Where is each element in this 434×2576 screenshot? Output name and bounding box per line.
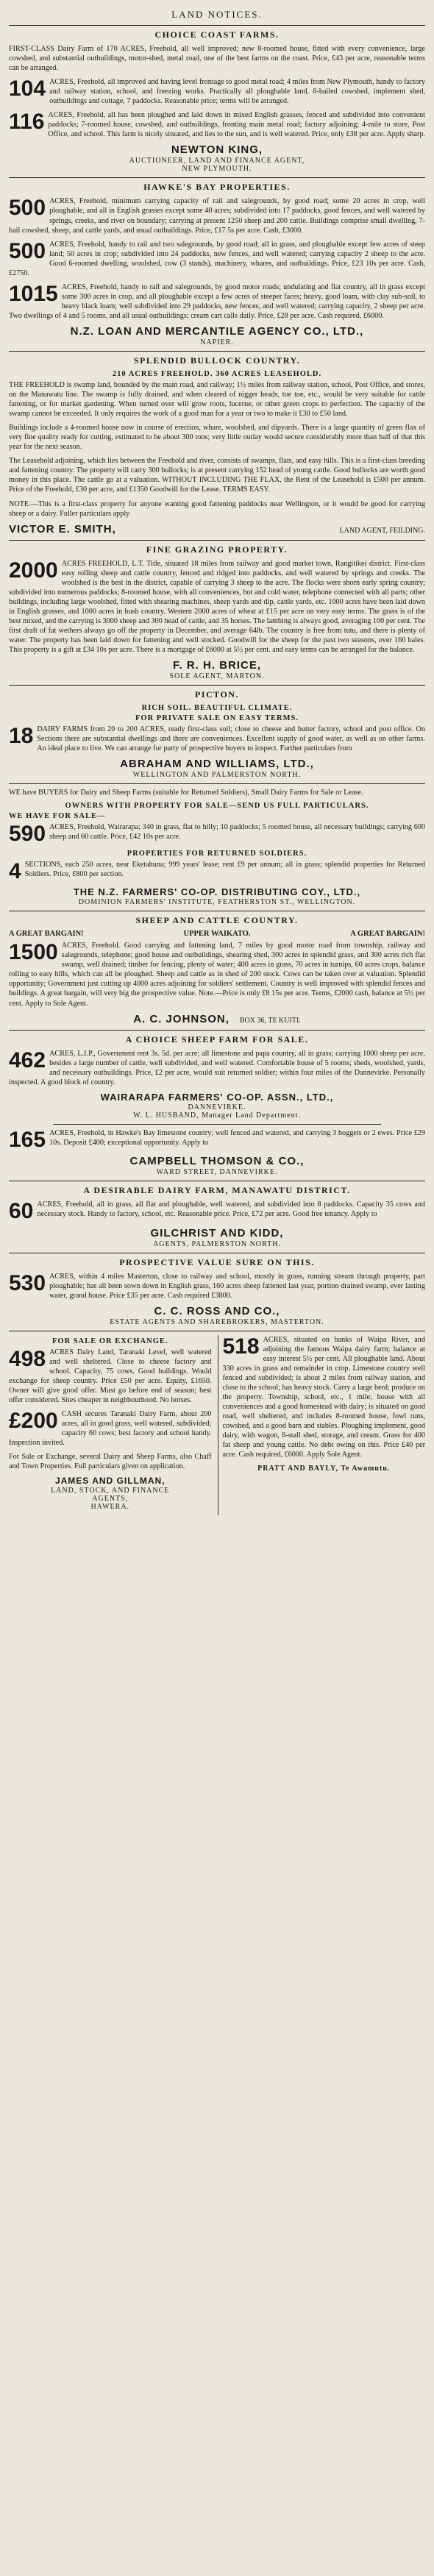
- newspaper-page: [9, 7, 425, 2560]
- listing: 18 DAIRY FARMS from 20 to 200 ACRES, ready first-class soil; close to cheese and butter factory, school and post office. On Sections there are substantial dwellings and there are conveniences. Excellent supply of good water, as well as on other farms. An ideal place to live. We can arrange for party of prospective buyers to inspect. Further particulars from: [9, 724, 425, 753]
- acre-figure: 1015: [9, 281, 58, 306]
- listing: 4 SECTIONS, each 250 acres, near Eketahuna; 999 years' lease; rent £9 per annum; all in grass; splendid properties for Returned Soldiers. Price, £800 per section.: [9, 858, 425, 883]
- section-title: PICTON.: [195, 689, 239, 700]
- acre-figure: 104: [9, 77, 46, 102]
- listing: Buildings include a 4-roomed house now in course of erection, whare, woolshed, and dipyards. There is a large quantity of green flax of very fine quality ready for cutting, estimated to be about 300 tons; very little outlay would secure considerably more than half of that this year for the next season.: [9, 424, 425, 452]
- agent-name: F. R. H. BRICE,: [172, 659, 261, 672]
- listing: £200 CASH secures Taranaki Dairy Farm, about 200 acres, all in good grass, well watered, subdivided; capacity 60 cows; best factory and school handy. Inspection invited.: [9, 1409, 212, 1448]
- agent-line: [9, 523, 425, 536]
- listing: 590 ACRES, Freehold, Wairarapa; 340 in grass, flat to hilly; 10 paddocks; 5 roomed house, all necessary buildings; carrying 600 sheep and 60 cattle. Price, £42 10s per acre.: [9, 822, 425, 847]
- section-title: SPLENDID BULLOCK COUNTRY.: [133, 355, 301, 366]
- section-title: FINE GRAZING PROPERTY.: [146, 544, 288, 555]
- page-header: LAND NOTICES.: [171, 9, 263, 20]
- listing: 1015 ACRES, Freehold, handy to rail and salegrounds, by good motor roads; undulating and flat country, all in grass except some 300 acres in crop, and all ploughable except a few acres of steeper faces; heavy, good loam, with clay sub-soil, to heavy black loam; well subdivided into 29 paddocks, new fences, and well watered; carrying capacity, 2 sheep per acre. Two dwellings of 4 and 5 rooms, and all usual outbuildings; cream cart calls daily. Price, £28 per acre. Cash required, £6000.: [9, 281, 425, 320]
- section-title: FOR SALE OR EXCHANGE.: [51, 1337, 168, 1345]
- listing: 60 ACRES, Freehold, all in grass, all flat and ploughable, well watered, and subdivided into 8 paddocks. Capacity 35 cows and necessary stock. Handy to factory, school, etc. Reasonable price. Price, £72 per acre. Good free tenancy. Apply to: [9, 1199, 425, 1224]
- acre-figure: 518: [222, 1334, 260, 1359]
- acre-figure: 18: [9, 724, 34, 749]
- section-sheep-cattle: [9, 911, 425, 1025]
- acre-figure: 498: [9, 1346, 46, 1371]
- agent-address: WARD STREET, DANNEVIRKE.: [156, 1168, 278, 1177]
- section-title: PROSPECTIVE VALUE SURE ON THIS.: [119, 1256, 315, 1267]
- section-manawatu-dairy: [9, 1181, 425, 1248]
- agent-address: SOLE AGENT, MARTON.: [169, 672, 265, 681]
- agent-address: AUCTIONEER, LAND AND FINANCE AGENT, NEW PLYMOUTH.: [129, 157, 305, 174]
- listing: 462 ACRES, L.I.P., Government rent 3s. 5d. per acre; all limestone and papa country, all in grass; carrying 1000 sheep per acre, besides a large number of cattle, well subdivided, and well watered. Comfortable house of 5 rooms; sheds, woolshed, yards, and necessary outbuildings. Price, £2 per acre, would suit returned soldier; within four miles of the Dannevirke. Personally inspected. A good block of country.: [9, 1047, 425, 1086]
- acre-figure: 462: [9, 1047, 46, 1072]
- agent-name: VICTOR E. SMITH,: [9, 522, 116, 536]
- acre-figure: 500: [9, 238, 46, 263]
- listing: 530 ACRES, within 4 miles Masterton, close to railway and school, mostly in grass, running stream through property, part ploughable; has all been sown down in English grass, 160 acres sheep fattened last year, portion drained swamp, ever lasting water, grand house. Price £35 per acre. Cash required £3800.: [9, 1270, 425, 1300]
- listing: 116 ACRES, Freehold, all has been ploughed and laid down in mixed English grasses, fenced and subdivided into convenient paddocks; 7-roomed house, cowshed, and outbuildings, fronting main metal road; factory adjoining; 4-mile to store, Post Office, and school. This farm is nicely situated, and lies to the sun, and is well watered. Price, only £38 per acre. Apply sharp.: [9, 110, 425, 139]
- listing: WE have BUYERS for Dairy and Sheep Farms (suitable for Returned Soldiers), Small Dairy Farms for Sale or Lease.: [9, 789, 363, 797]
- section-title: A DESIRABLE DAIRY FARM, MANAWATU DISTRICT.: [83, 1185, 351, 1196]
- section-nz-farmers: [9, 783, 425, 906]
- section-subtitle: WE HAVE FOR SALE—: [9, 812, 106, 821]
- acre-figure: 1500: [9, 940, 58, 965]
- section-fine-grazing: [9, 540, 425, 680]
- section-subtitle: RICH SOIL. BEAUTIFUL CLIMATE.: [141, 704, 293, 713]
- listing: THE FREEHOLD is swamp land, bounded by the main road, and railway; 1½ miles from railway station, school, Post Office, and stores, on the Manawatu line. The swamp is fully drained, and when cleared of nigger heads, toe toe, etc., would be very suitable for cattle fattening, or for market gardening. When turned over will grow roots, lucerne, or other green crops to perfection. The capacity of the swamp cannot be exceeded. It only requires the work of a good man for a year or two to make it £30 to £50 land.: [9, 380, 425, 419]
- agent-name: WAIRARAPA FARMERS' CO-OP. ASSN., LTD.,: [100, 1091, 334, 1103]
- agent-address: BOX 36, TE KUITI.: [239, 1016, 301, 1025]
- section-title: SHEEP AND CATTLE COUNTRY.: [135, 915, 299, 926]
- listing: FIRST-CLASS Dairy Farm of 170 ACRES, Freehold, all well improved; new 8-roomed house, fitted with every convenience, large cowshed, and substantial outbuildings, motor-shed, metal road, one of the best farms on the coast. Price, £43 per acre, reasonable terms can be arranged.: [9, 45, 425, 73]
- acre-figure: 116: [9, 110, 45, 135]
- agent-name: C. C. ROSS AND CO.,: [154, 1304, 280, 1317]
- agent-address: LAND, STOCK, AND FINANCE AGENTS, HAWERA.: [51, 1487, 170, 1512]
- bargain-line: A GREAT BARGAIN! UPPER WAIKATO. A GREAT BARGAIN!: [9, 930, 425, 939]
- agent-name: GILCHRIST AND KIDD,: [150, 1226, 284, 1239]
- acre-figure: 530: [9, 1270, 46, 1295]
- acre-figure: 60: [9, 1199, 34, 1224]
- acre-figure: 500: [9, 196, 46, 221]
- agent-name: A. C. JOHNSON,: [133, 1012, 230, 1025]
- section-subtitle: 210 ACRES FREEHOLD. 360 ACRES LEASEHOLD.: [112, 369, 322, 378]
- acre-figure: 590: [9, 822, 46, 847]
- acre-figure: 2000: [9, 558, 58, 583]
- section-bullock-country: [9, 351, 425, 536]
- agent-name: ABRAHAM AND WILLIAMS, LTD.,: [120, 758, 314, 771]
- listing: The Leasehold adjoining, which lies between the Freehold and river, consists of swamps, flats, and easy hills. This is a first-class breeding and fattening country. The property will carry 300 bullocks; is at present carrying 152 head of young cattle. Good bullocks are worth good money in this place. The cattle go at a valuation. WITHOUT INCLUDING THE FLAX, the Rent of the Leasehold is £500 per annum. Price of the Freehold, £30 per acre, and £1350 Goodwill for the Lease. TERMS EASY.: [9, 457, 425, 494]
- section-title: A CHOICE SHEEP FARM FOR SALE.: [125, 1033, 309, 1045]
- agent-name: THE N.Z. FARMERS' CO-OP. DISTRIBUTING COY., LTD.,: [73, 886, 361, 898]
- listing: 1500 ACRES, Freehold. Good carrying and fattening land, 7 miles by good motor road from township, railway and salegrounds, telephone; good house and outbuildings, shearing shed, 300 acres in splendid grass, and 300 acres rich flat swamp, well drained; timber for fencing, plenty of water; 400 acres in grass, 70 acres in turnips, 60 acres crops, balance rolling to easy hills, which can all be ploughed. Sheep and cattle as in shed of 200 stock. Cows can be taken over at valuation. Splendid opportunity; Government just cutting up 4000 acres adjoining for soldiers' settlement. Country is well improved with splendid fences and buildings. A great bargain, will very big the prospective value. Note.—Price is only £8 15s per acre. Terms, £2000 cash, balance at 5½ per cent. Apply to Sole Agent.: [9, 940, 425, 1008]
- listing: 104 ACRES, Freehold, all improved and having level frontage to good metal road; 4 miles from New Plymouth, handy to factory and railway station, school, and freezing works. Practically all ploughable land, 8-bailed cowshed, implement shed, outbuildings and cottage, 7 paddocks. Reasonable price; terms will be arranged.: [9, 77, 425, 106]
- agent-line: [9, 1013, 425, 1025]
- section-title: CHOICE COAST FARMS.: [154, 29, 280, 40]
- agent-address: WELLINGTON AND PALMERSTON NORTH.: [132, 771, 302, 780]
- listing: 2000 ACRES FREEHOLD, L.T. Title, situated 18 miles from railway and good market town, Rangitikei district. First-class easy rolling sheep and cattle country, fenced and ridged into paddocks, and well watered by springs and creeks. The woolshed is the best in the district, capable of carrying 3 sheep to the acre. The flocks were shorn early spring country; subdivided into numerous paddocks; 8-roomed house, with all conveniences, hot and cold water, telephone connected with all parts; other buildings, including large woolshed, fitted with shearing machines, sheep yards and dip, cattle yards, etc. 1000 acres have been laid down in English grasses, and 1000 acres in bush country. Western 2000 acres of wheat at £15 per acre on very easy terms. The grass is of the best mixed, and the carrying is 3000 sheep and 300 head of cattle, and 35 horses. The lambing is always good, averaging 100 per cent. The first draft of fat wethers always go off the property in December, and average 64lb. The country is free from tutu, and there is plenty of water. The property has been laid down for fattening and well stocked. Goodwill for the sheep for the past two seasons, over 160 bales. This property is a gift at £34 10s per acre. There is a mortgage of £6000 at 5½ per cent. and easy terms can be arranged for the balance.: [9, 558, 425, 655]
- agent-address: ESTATE AGENTS AND SHAREBROKERS, MASTERTON.: [110, 1317, 324, 1326]
- section-title: HAWKE'S BAY PROPERTIES.: [143, 182, 291, 193]
- listing: For Sale or Exchange, several Dairy and Sheep Farms, also Chaff and Town Properties. Full particulars given on application.: [9, 1453, 212, 1471]
- listing: 518 ACRES, situated on banks of Waipa River, and adjoining the famous Waipa dairy farm; balance at easy interest 5½ per cent. All ploughable land. About 330 acres in grass and remainder in crop. Limestone country well fenced and subdivided; is about 2 miles from railway station, and close to the school; has heavy stock. Carry a large herd; produce on the property. Township, school, etc., 1 mile; house with all conveniences and a good homestead with dairy; is situated on good road, well sheltered, and includes 8-roomed house, fowl runs, cowshed, and a good barn and stables. Ploughing implement, good dairy, with wagon, 8-stall shed, storage, and cream. Grass for 400 fat sheep and young cattle. No debt owing on this. Price £40 per acre. Cash required, £6000. Apply Sole Agent.: [222, 1334, 425, 1459]
- divider: [53, 1124, 381, 1125]
- agent-name: PRATT AND BAYLY, Te Awamutu.: [257, 1464, 391, 1473]
- listing: 498 ACRES Dairy Land, Taranaki Level, well watered and well sheltered. Close to cheese factory and school. Capacity, 75 cows. Good buildings. Would exchange for sheep country. Price £50 per acre. Equity, £1650. Owner will give good offer. Must go before end of season; best offer considered. Sites cheaper in neighbourhood. No horses.: [9, 1346, 212, 1405]
- agent-name: CAMPBELL THOMSON & CO.,: [129, 1155, 305, 1168]
- agent-address: AGENTS, PALMERSTON NORTH.: [153, 1239, 281, 1248]
- agent-name: NEWTON KING,: [171, 143, 263, 157]
- acre-figure: 165: [9, 1127, 46, 1152]
- agent-address: DOMINION FARMERS' INSTITUTE, FEATHERSTON ST., WELLINGTON.: [78, 898, 356, 907]
- section-picton: [9, 685, 425, 779]
- agent-name: N.Z. LOAN AND MERCANTILE AGENCY CO., LTD.,: [70, 324, 364, 338]
- agent-address: LAND AGENT, FEILDING.: [339, 526, 425, 535]
- price-figure: £200: [9, 1409, 58, 1434]
- listing: 500 ACRES, Freehold, minimum carrying capacity of rail and salegrounds, by good road; some 20 acres in crop, well ploughable, and all in English grasses except some 40 acres; subdivided into 17 paddocks, good fences, and well watered by springs, creeks, and river on boundary; carrying at present 1250 sheep and 200 cattle. Buildings comprise small dwelling, 7-bail cowshed, sheep, and cattle yards, and usual outbuildings. Price, £17 5s per acre. Cash, £3000.: [9, 196, 425, 235]
- section-hawkes-bay: [9, 177, 425, 346]
- section-prospective-value: [9, 1253, 425, 1326]
- acre-figure: 4: [9, 858, 21, 883]
- section-subtitle: PROPERTIES FOR RETURNED SOLDIERS.: [127, 849, 307, 858]
- listing: NOTE.—This is a first-class property for anyone wanting good fattening paddocks near Wellington, or it would be good for carrying sheep or a dairy. Fuller particulars apply: [9, 499, 425, 518]
- section-choice-coast-farms: [9, 25, 425, 173]
- section-two-column: [9, 1331, 425, 1516]
- section-choice-sheep-farm: [9, 1030, 425, 1177]
- section-subtitle: OWNERS WITH PROPERTY FOR SALE—SEND US FULL PARTICULARS.: [65, 802, 369, 811]
- agent-address: DANNEVIRKE. W. L. HUSBAND, Manager Land Department.: [133, 1103, 301, 1120]
- agent-address: NAPIER.: [200, 338, 234, 346]
- right-column: [218, 1335, 426, 1516]
- section-subtitle: FOR PRIVATE SALE ON EASY TERMS.: [135, 714, 299, 723]
- left-column: [9, 1335, 212, 1516]
- listing: 165 ACRES, Freehold, in Hawke's Bay limestone country; well fenced and watered, and carrying 3 hoggets or 2 ewes. Price £29 10s. Deposit £400; exceptional opportunity. Apply to: [9, 1127, 425, 1152]
- agent-name: JAMES AND GILLMAN,: [54, 1476, 166, 1487]
- listing: 500 ACRES, Freehold, handy to rail and two salegrounds, by good road; all in grass, and ploughable except few acres of steep land; 50 acres in crop; subdivided into 24 paddocks, new fences, and well watered; carrying capacity 2 sheep to the acre. Good 6-roomed dwelling, woolshed, cow (3 stands), machinery, whares, and outbuildings. Price, £23 10s per acre. Cash, £2750.: [9, 238, 425, 277]
